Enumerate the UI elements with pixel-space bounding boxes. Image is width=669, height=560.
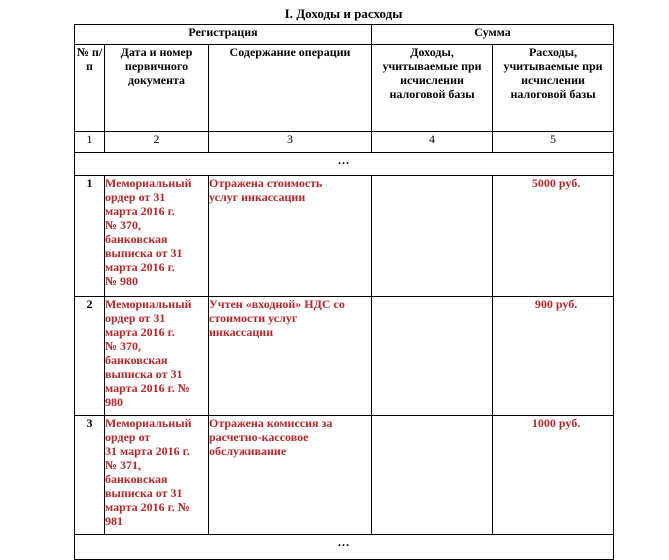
row-income — [372, 176, 493, 297]
column-number: 5 — [493, 132, 614, 153]
row-number: 3 — [75, 416, 105, 535]
doc-line: № 370, — [105, 218, 142, 232]
column-number: 2 — [105, 132, 209, 153]
doc-line: № 370, — [105, 339, 142, 353]
row-number: 1 — [75, 176, 105, 297]
ellipsis-row-top — [75, 153, 614, 176]
doc-line: выписка от 31 — [105, 486, 183, 500]
row-document — [105, 297, 209, 416]
row-content — [209, 297, 372, 416]
ellipsis-top: … — [75, 153, 614, 176]
row-expense: 1000 руб. — [531, 416, 581, 430]
content-line: Учтен «входной» НДС со — [209, 297, 345, 311]
row-expense-cell — [493, 416, 614, 535]
content-line: обслуживание — [209, 444, 287, 458]
section-title: I. Доходы и расходы — [284, 6, 403, 21]
ellipsis-bottom: … — [75, 535, 614, 560]
doc-line: Мемориальный — [105, 416, 192, 430]
header-sum: Сумма — [372, 25, 614, 45]
doc-line: банковская — [105, 353, 168, 367]
row-content — [209, 176, 372, 297]
row-document — [105, 416, 209, 535]
content-line: расчетно-кассовое — [209, 430, 309, 444]
content-line: стоимости услуг — [209, 311, 298, 325]
header-group-row — [75, 25, 614, 45]
doc-line: 980 — [105, 395, 123, 409]
doc-line: марта 2016 г. № — [105, 381, 190, 395]
doc-line: Мемориальный — [105, 176, 192, 190]
column-number: 3 — [209, 132, 372, 153]
doc-line: 981 — [105, 514, 123, 528]
content-line: инкассации — [209, 325, 274, 339]
row-income — [372, 416, 493, 535]
column-number: 4 — [372, 132, 493, 153]
table-row — [75, 176, 614, 297]
content-line: услуг инкассации — [209, 190, 306, 204]
header-columns-row — [75, 45, 614, 132]
doc-line: № 980 — [105, 274, 139, 288]
content-line: Отражена комиссия за — [209, 416, 333, 430]
doc-line: марта 2016 г. — [105, 204, 175, 218]
doc-line: марта 2016 г. № — [105, 500, 190, 514]
header-col-doc: Дата и номер первичного документа — [105, 45, 209, 132]
row-content — [209, 416, 372, 535]
header-col-num: № п/п — [75, 45, 105, 132]
row-expense: 900 руб. — [534, 297, 578, 311]
row-expense-cell — [493, 176, 614, 297]
row-expense: 5000 руб. — [531, 176, 581, 190]
doc-line: Мемориальный — [105, 297, 192, 311]
row-number: 2 — [75, 297, 105, 416]
doc-line: № 371, — [105, 458, 142, 472]
doc-line: ордер от — [105, 430, 151, 444]
income-expense-table — [74, 24, 614, 560]
doc-line: марта 2016 г. — [105, 325, 175, 339]
doc-line: ордер от 31 — [105, 190, 166, 204]
header-registration: Регистрация — [75, 25, 372, 45]
doc-line: выписка от 31 — [105, 246, 183, 260]
header-col-income: Доходы, учитываемые при исчислении налоговой базы — [372, 45, 493, 132]
table-row — [75, 297, 614, 416]
doc-line: банковская — [105, 472, 168, 486]
row-income — [372, 297, 493, 416]
doc-line: 31 марта 2016 г. — [105, 444, 190, 458]
doc-line: ордер от 31 — [105, 311, 166, 325]
column-number: 1 — [75, 132, 105, 153]
doc-line: банковская — [105, 232, 168, 246]
column-number-row — [75, 132, 614, 153]
content-line: Отражена стоимость — [209, 176, 323, 190]
doc-line: выписка от 31 — [105, 367, 183, 381]
table-row — [75, 416, 614, 535]
row-expense-cell — [493, 297, 614, 416]
row-document — [105, 176, 209, 297]
doc-line: марта 2016 г. — [105, 260, 175, 274]
header-col-content: Содержание операции — [209, 45, 372, 132]
header-col-expense: Расходы, учитываемые при исчислении налоговой базы — [493, 45, 614, 132]
ellipsis-row-bottom — [75, 535, 614, 560]
